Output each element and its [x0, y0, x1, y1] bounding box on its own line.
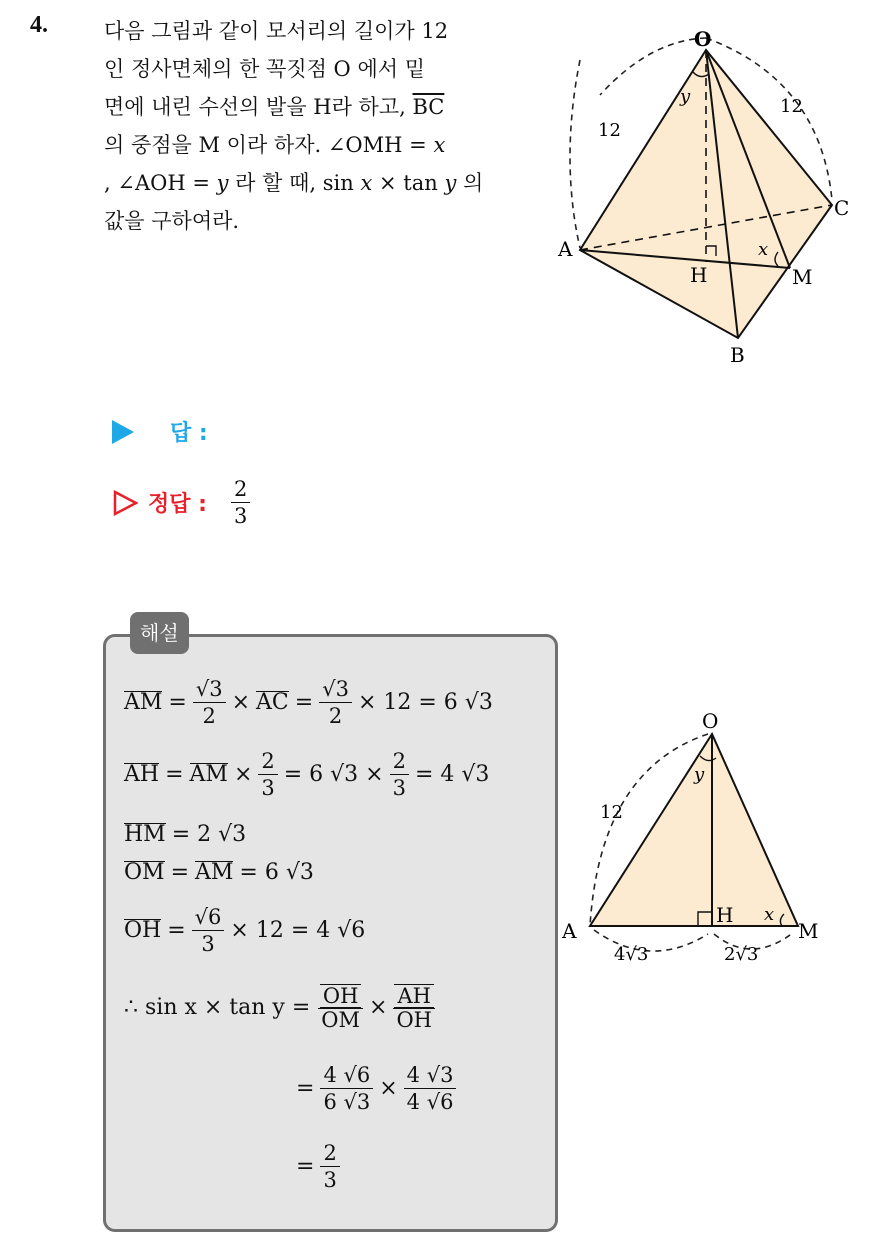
- label-12-right: 12: [780, 96, 803, 117]
- label2-ah: 4√3: [614, 944, 649, 965]
- label-m: M: [792, 265, 813, 289]
- label-o: O: [694, 27, 712, 51]
- problem-line-2: 인 정사면체의 한 꼭짓점 O 에서 밑: [104, 57, 425, 81]
- play-icon: [112, 420, 134, 444]
- solution-line-7: = $\frac{4 √6}{6 √3}$ × $\frac{4 √3}{4 √6}$: [290, 1062, 456, 1115]
- label-a: A: [558, 237, 573, 261]
- answer-row: [112, 416, 208, 447]
- label2-12: 12: [600, 802, 623, 823]
- segment-bc: $\overline{BC}$: [412, 95, 445, 119]
- label2-hm: 2√3: [724, 944, 759, 965]
- label-x: x: [758, 239, 769, 260]
- correct-label: 정답 :: [148, 492, 207, 517]
- label2-h: H: [716, 903, 734, 927]
- problem-line-1: 다음 그림과 같이 모서리의 길이가 12: [104, 19, 449, 43]
- label-c: C: [834, 196, 850, 220]
- problem-line-3: 면에 내린 수선의 발을 H라 하고, $\overline{BC}$: [104, 95, 445, 119]
- label2-o: O: [702, 709, 719, 733]
- cross-section-figure: [556, 700, 876, 970]
- solution-line-3: HM = 2 √3: [124, 822, 247, 847]
- solution-line-2: AH = AM × $\frac{2}{3}$ = 6 √3 × $\frac{2}{3}$ = 4 √3: [124, 749, 490, 800]
- solution-line-4: OM = AM = 6 √3: [124, 860, 314, 885]
- tetrahedron-figure: [548, 20, 868, 370]
- label-y: y: [680, 86, 691, 107]
- outline-triangle-icon: [112, 490, 138, 516]
- question-number: 4.: [30, 12, 48, 38]
- label-b: B: [730, 343, 745, 367]
- solution-line-1: AM = $\frac{√3}{2}$ × AC = $\frac{√3}{2}$ × 12 = 6 √3: [124, 677, 493, 728]
- problem-line-5: , ∠AOH = y 라 할 때, sin x × tan y 의: [104, 171, 484, 195]
- label2-m: M: [798, 919, 819, 943]
- answer-label: 답 :: [170, 421, 208, 446]
- label2-y: y: [694, 764, 705, 785]
- correct-fraction: $\frac{2}{3}$: [231, 476, 250, 529]
- solution-line-6: ∴ sin x × tan y = $\frac{OH}{OM}$ × $\frac{AH}{OH}$: [124, 984, 435, 1031]
- label-h: H: [690, 263, 708, 287]
- label-12-left: 12: [598, 120, 621, 141]
- label2-a: A: [562, 919, 577, 943]
- correct-answer-row: [112, 476, 250, 529]
- label2-x: x: [764, 904, 775, 925]
- solution-line-5: OH = $\frac{√6}{3}$ × 12 = 4 √6: [124, 905, 366, 956]
- problem-line-4: 의 중점을 M 이라 하자. ∠OMH = x: [104, 133, 446, 157]
- problem-text: [104, 12, 534, 240]
- solution-line-8: = $\frac{2}{3}$: [290, 1140, 340, 1193]
- solution-tag: 해설: [130, 612, 189, 654]
- problem-line-6: 값을 구하여라.: [104, 209, 240, 233]
